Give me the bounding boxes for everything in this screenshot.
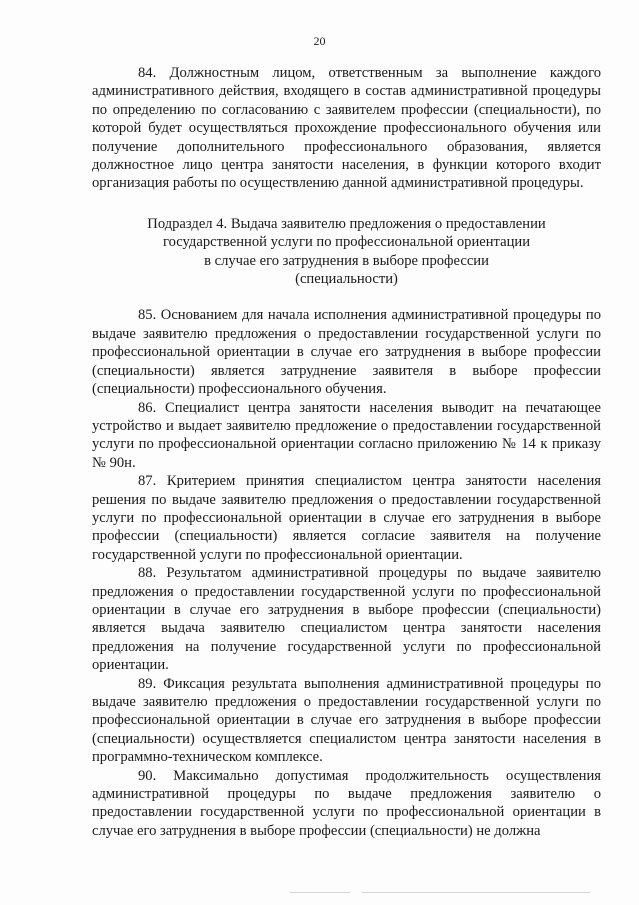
page-number: 20	[313, 34, 326, 48]
subsection-heading-line-2: государственной услуги по профессиональной ориентации	[162, 234, 531, 251]
subsection-heading-line-1: Подраздел 4. Выдача заявителю предложения о предоставлении	[147, 215, 546, 232]
paragraph-85: 85. Основанием для начала исполнения административной процедуры по выдаче заявителю предложения о предоставлении государственной услуги по профессиональной ориентации в случае его затруднения в выборе профессии (специальности) является затруднение заявителя в выборе профессии (специальности) профессионального обучения.	[92, 307, 601, 398]
paragraph-90: 90. Максимально допустимая продолжительность осуществления административной процедуры по выдаче предложения заявителю о предоставлении государственной услуги по профессиональной ориентации в случае его затруднения в выборе профессии (специальности) не должна	[92, 767, 601, 839]
subsection-heading	[92, 215, 601, 289]
scan-edge-divider	[290, 892, 590, 893]
page-body	[92, 64, 601, 840]
subsection-heading-line-3: в случае его затруднения в выборе профессии	[204, 252, 489, 269]
subsection-heading-line-4: (специальности)	[295, 271, 398, 288]
paragraph-86: 86. Специалист центра занятости населения выводит на печатающее устройство и выдает заявителю предложение о предоставлении государственной услуги по профессиональной ориентации согласно приложению № 14 к приказу № 90н.	[92, 399, 601, 471]
paragraph-89: 89. Фиксация результата выполнения административной процедуры по выдаче заявителю предложения о предоставлении государственной услуги по профессиональной ориентации в случае его затруднения в выборе профессии (специальности) осуществляется специалистом центра занятости населения в программно-техническом комплексе.	[92, 675, 601, 766]
paragraph-84: 84. Должностным лицом, ответственным за выполнение каждого административного действия, входящего в состав административной процедуры по определению по согласованию с заявителем профессии (специальности), по которой будет осуществляться прохождение профессионального обучения или получение дополнительного профессионального образования, является должностное лицо центра занятости населения, в функции которого входит организация работы по осуществлению данной административной процедуры.	[92, 65, 601, 192]
paragraph-87: 87. Критерием принятия специалистом центра занятости населения решения по выдаче заявителю предложения о предоставлении государственной услуги по профессиональной ориентации в случае его затруднения в выборе профессии (специальности) является согласие заявителя на получение государственной услуги по профессиональной ориентации.	[92, 473, 601, 563]
paragraph-88: 88. Результатом административной процедуры по выдаче заявителю предложения о предоставлении государственной услуги по профессиональной ориентации в случае его затруднения в выборе профессии (специальности) является выдача заявителю специалистом центра занятости населения предложения на получение государственной услуги по профессиональной ориентации.	[92, 565, 601, 674]
